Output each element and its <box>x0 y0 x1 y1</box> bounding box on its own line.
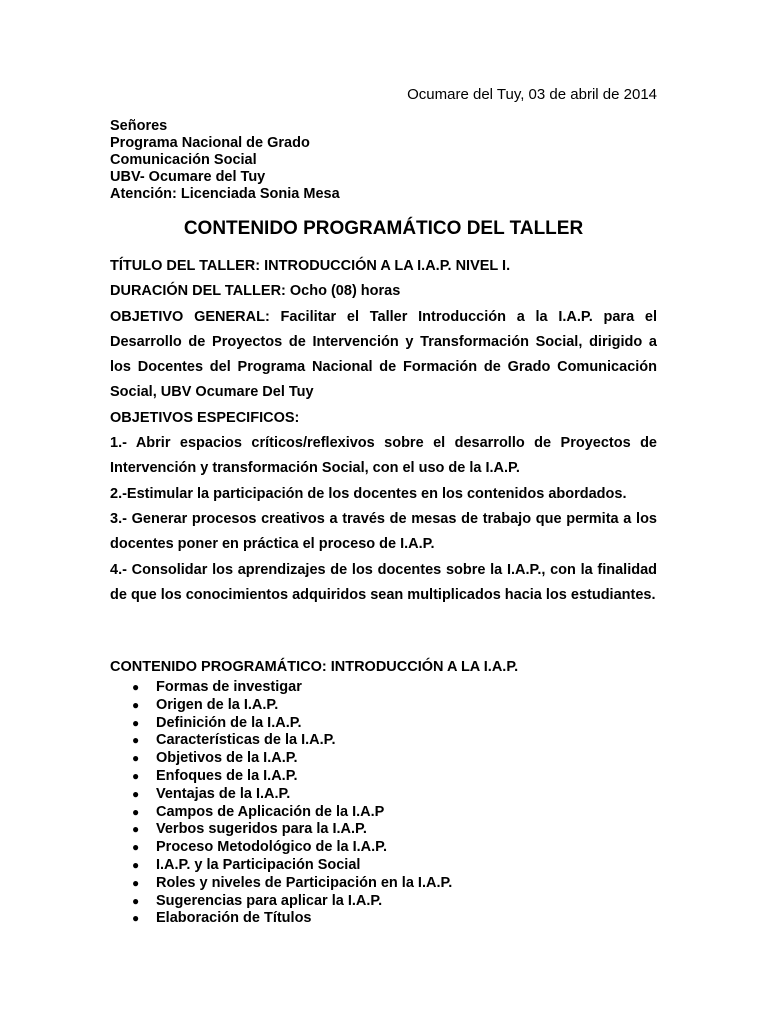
list-item <box>110 768 452 786</box>
topic-label: Sugerencias para aplicar la I.A.P. <box>156 892 383 909</box>
bullet-icon: ● <box>132 733 140 748</box>
specific-objective: 1.- Abrir espacios críticos/reflexivos sobre el desarrollo de Proyectos de Intervención y transformación Social, con el uso de la I.A.P. <box>110 435 657 477</box>
topic-label: Roles y niveles de Participación en la I.A.P. <box>156 874 453 891</box>
list-item <box>110 750 452 768</box>
workshop-title: TÍTULO DEL TALLER: INTRODUCCIÓN A LA I.A.P. NIVEL I. <box>110 258 511 274</box>
address-line: Señores <box>110 118 168 134</box>
topic-label: Origen de la I.A.P. <box>156 696 279 713</box>
address-line: UBV- Ocumare del Tuy <box>110 169 266 185</box>
bullet-icon: ● <box>132 751 140 766</box>
bullet-icon: ● <box>132 697 140 712</box>
document-body <box>110 254 657 608</box>
general-objective: OBJETIVO GENERAL: Facilitar el Taller Introducción a la I.A.P. para el Desarrollo de Proyectos de Intervención y Transformación Social, dirigido a los Docentes del Programa Nacional de Formación de Grado Comunicación Social, UBV Ocumare Del Tuy <box>110 308 657 401</box>
topic-label: Elaboración de Títulos <box>156 910 312 927</box>
bullet-icon: ● <box>132 715 140 730</box>
bullet-icon: ● <box>132 786 140 801</box>
list-item <box>110 732 452 750</box>
document-title: CONTENIDO PROGRAMÁTICO DEL TALLER <box>183 218 584 239</box>
topics-list <box>110 679 452 928</box>
bullet-icon: ● <box>132 680 140 694</box>
topic-label: I.A.P. y la Participación Social <box>156 856 361 873</box>
topic-label: Verbos sugeridos para la I.A.P. <box>156 821 367 838</box>
bullet-icon: ● <box>132 804 140 819</box>
list-item <box>110 679 452 697</box>
address-line: Comunicación Social <box>110 152 257 168</box>
address-line: Atención: Licenciada Sonia Mesa <box>110 186 340 202</box>
address-line: Programa Nacional de Grado <box>110 135 310 151</box>
list-item <box>110 715 452 733</box>
specific-objective: 2.-Estimular la participación de los docentes en los contenidos abordados. <box>110 485 627 502</box>
bullet-icon: ● <box>132 857 140 872</box>
topic-label: Formas de investigar <box>156 679 302 695</box>
topic-label: Objetivos de la I.A.P. <box>156 750 298 767</box>
bullet-icon: ● <box>132 911 140 926</box>
list-item <box>110 839 452 857</box>
bullet-icon: ● <box>132 875 140 890</box>
bullet-icon: ● <box>132 768 140 783</box>
date-line: Ocumare del Tuy, 03 de abril de 2014 <box>407 86 657 103</box>
topic-label: Características de la I.A.P. <box>156 732 336 749</box>
list-item <box>110 697 452 715</box>
recipient-address <box>110 118 340 203</box>
specific-objective: 4.- Consolidar los aprendizajes de los docentes sobre la I.A.P., con la finalidad de que los conocimientos adquiridos sean multiplicados hacia los estudiantes. <box>110 561 657 603</box>
bullet-icon: ● <box>132 822 140 837</box>
topic-label: Enfoques de la I.A.P. <box>156 767 298 784</box>
topic-label: Definición de la I.A.P. <box>156 714 302 731</box>
topic-label: Ventajas de la I.A.P. <box>156 785 291 802</box>
workshop-duration: DURACIÓN DEL TALLER: Ocho (08) horas <box>110 283 401 300</box>
specific-objectives-heading: OBJETIVOS ESPECIFICOS: <box>110 409 300 426</box>
specific-objective: 3.- Generar procesos creativos a través de mesas de trabajo que permita a los docentes poner en práctica el proceso de I.A.P. <box>110 510 657 553</box>
list-item <box>110 804 452 822</box>
content-heading: CONTENIDO PROGRAMÁTICO: INTRODUCCIÓN A LA I.A.P. <box>110 659 519 675</box>
bullet-icon: ● <box>132 893 140 908</box>
bullet-icon: ● <box>132 840 140 855</box>
list-item <box>110 821 452 839</box>
topic-label: Proceso Metodológico de la I.A.P. <box>156 839 387 856</box>
list-item <box>110 786 452 804</box>
list-item <box>110 893 452 911</box>
list-item <box>110 875 452 893</box>
list-item <box>110 857 452 875</box>
topic-label: Campos de Aplicación de la I.A.P <box>156 803 385 820</box>
list-item <box>110 910 452 928</box>
